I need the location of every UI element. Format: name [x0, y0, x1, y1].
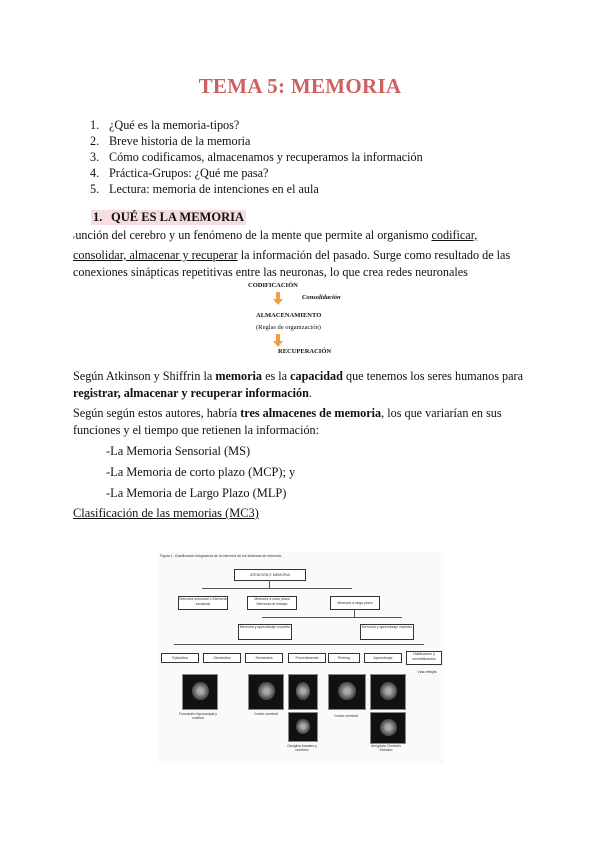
toc-number: 3.: [90, 150, 100, 164]
figure-box: Priming: [328, 653, 360, 663]
brain-scan-image: [288, 674, 318, 710]
toc-text: Breve historia de la memoria: [109, 134, 251, 148]
arrow-head-icon: [273, 341, 283, 347]
figure-label: Cortex cerebral: [334, 714, 358, 718]
classification-heading: Clasificación de las memorias (MC3): [73, 506, 259, 520]
section-number: 1.: [93, 210, 103, 224]
brain-scan-image: [370, 674, 406, 710]
bold-text: registrar, almacenar y recuperar información: [73, 386, 309, 400]
toc-item: [90, 165, 423, 181]
toc-text: Cómo codificamos, almacenamos y recuperamos la información: [109, 150, 423, 164]
figure-label: Cortex cerebral: [254, 712, 278, 716]
connector-line: [262, 617, 402, 618]
flow-reglas: (Reglas de organización): [256, 324, 321, 331]
flow-almacenamiento: ALMACENAMIENTO: [256, 312, 322, 319]
section-title: QUÉ ES LA MEMORIA: [111, 210, 245, 224]
atkinson-paragraph: [73, 368, 531, 402]
brain-scan-image: [328, 674, 366, 710]
toc-number: 1.: [90, 118, 100, 132]
figure-label: Vías reflejas: [417, 670, 437, 674]
figure-box: Semántica: [245, 653, 283, 663]
toc-text: Práctica-Grupos: ¿Qué me pasa?: [109, 166, 269, 180]
text-run: Según según estos autores, habría: [73, 406, 241, 420]
toc-text: ¿Qué es la memoria-tipos?: [109, 118, 240, 132]
toc-item: [90, 117, 423, 133]
text-run: , los que variarían en sus funciones y el tiempo que retienen la información:: [73, 406, 502, 437]
connector-line: [174, 644, 424, 645]
figure-label: Amígdala Cerebelo Estriado: [371, 744, 401, 752]
brain-scan-image: [182, 674, 218, 710]
bold-text: capacidad: [290, 369, 343, 383]
figure-box: Memoria sensorial o Memoria sensorial: [178, 596, 228, 610]
figure-box: Habituación y sensibilización: [406, 651, 442, 665]
connector-line: [354, 609, 355, 617]
definition-paragraph: [73, 227, 531, 281]
flow-codificacion: CODIFICACIÓN: [248, 282, 298, 289]
figure-root-box: ATENCIÓN E MEMORIA: [234, 569, 306, 581]
memory-classification-figure: [158, 552, 444, 764]
text-run: Según Atkinson y Shiffrin la: [73, 369, 216, 383]
text-run: .: [308, 386, 312, 400]
figure-box: Aprendizaje: [364, 653, 402, 663]
brain-scan-image: [370, 712, 406, 744]
figure-box: Memoria y aprendizaje explícito: [238, 624, 292, 640]
bold-text: memoria: [215, 369, 263, 383]
figure-box: Semántica: [203, 653, 241, 663]
figure-box: Memoria y aprendizaje implícito: [360, 624, 414, 640]
figure-label: Formación hipocampal y corteza: [178, 712, 218, 720]
underlined-text: codificar, consolidar, almacenar y recuperar: [73, 228, 478, 262]
memory-process-diagram: [242, 282, 362, 362]
stores-paragraph: [73, 405, 531, 439]
figure-label: Ganglios basales y cerebelo: [287, 744, 317, 752]
figure-box: Procedimental: [288, 653, 326, 663]
page-title: TEMA 5: MEMORIA: [198, 74, 402, 98]
arrow-head-icon: [273, 299, 283, 305]
bold-text: tres almacenes de memoria: [240, 406, 382, 420]
drop-letter: F: [73, 236, 76, 240]
toc-item: [90, 133, 423, 149]
brain-scan-image: [248, 674, 284, 710]
store-item: -La Memoria Sensorial (MS): [106, 444, 251, 458]
brain-scan-image: [288, 712, 318, 742]
figure-box: Memoria a largo plazo: [330, 596, 380, 610]
connector-line: [269, 580, 270, 588]
figure-box: Memoria a corto plazo Memoria de trabajo: [247, 596, 297, 610]
toc-number: 5.: [90, 182, 100, 196]
store-item: -La Memoria de corto plazo (MCP); y: [106, 465, 296, 479]
toc-text: Lectura: memoria de intenciones en el aula: [109, 182, 319, 196]
section-heading: [91, 210, 246, 225]
flow-recuperacion: RECUPERACIÓN: [278, 348, 332, 355]
connector-line: [202, 588, 352, 589]
figure-caption: Figura 1. Clasificación integradora de la memoria de los sistemas de memoria...: [160, 554, 284, 558]
text-run: que tenemos los seres humanos para: [342, 369, 523, 383]
text-run: es la: [262, 369, 291, 383]
toc-number: 2.: [90, 134, 100, 148]
table-of-contents: [90, 117, 423, 197]
text-run: la información del pasado. Surge como resultado de las conexiones sinápticas repetitivas entre las neuronas, lo que crea redes neuronales: [73, 248, 511, 279]
toc-item: [90, 181, 423, 197]
text-run: unción del cerebro y un fenómeno de la mente que permite al organismo: [75, 228, 432, 242]
flow-consolidacion: Consolidación: [302, 294, 341, 301]
toc-item: [90, 149, 423, 165]
store-item: -La Memoria de Largo Plazo (MLP): [106, 486, 287, 500]
figure-box: Episódica: [161, 653, 199, 663]
toc-number: 4.: [90, 166, 100, 180]
